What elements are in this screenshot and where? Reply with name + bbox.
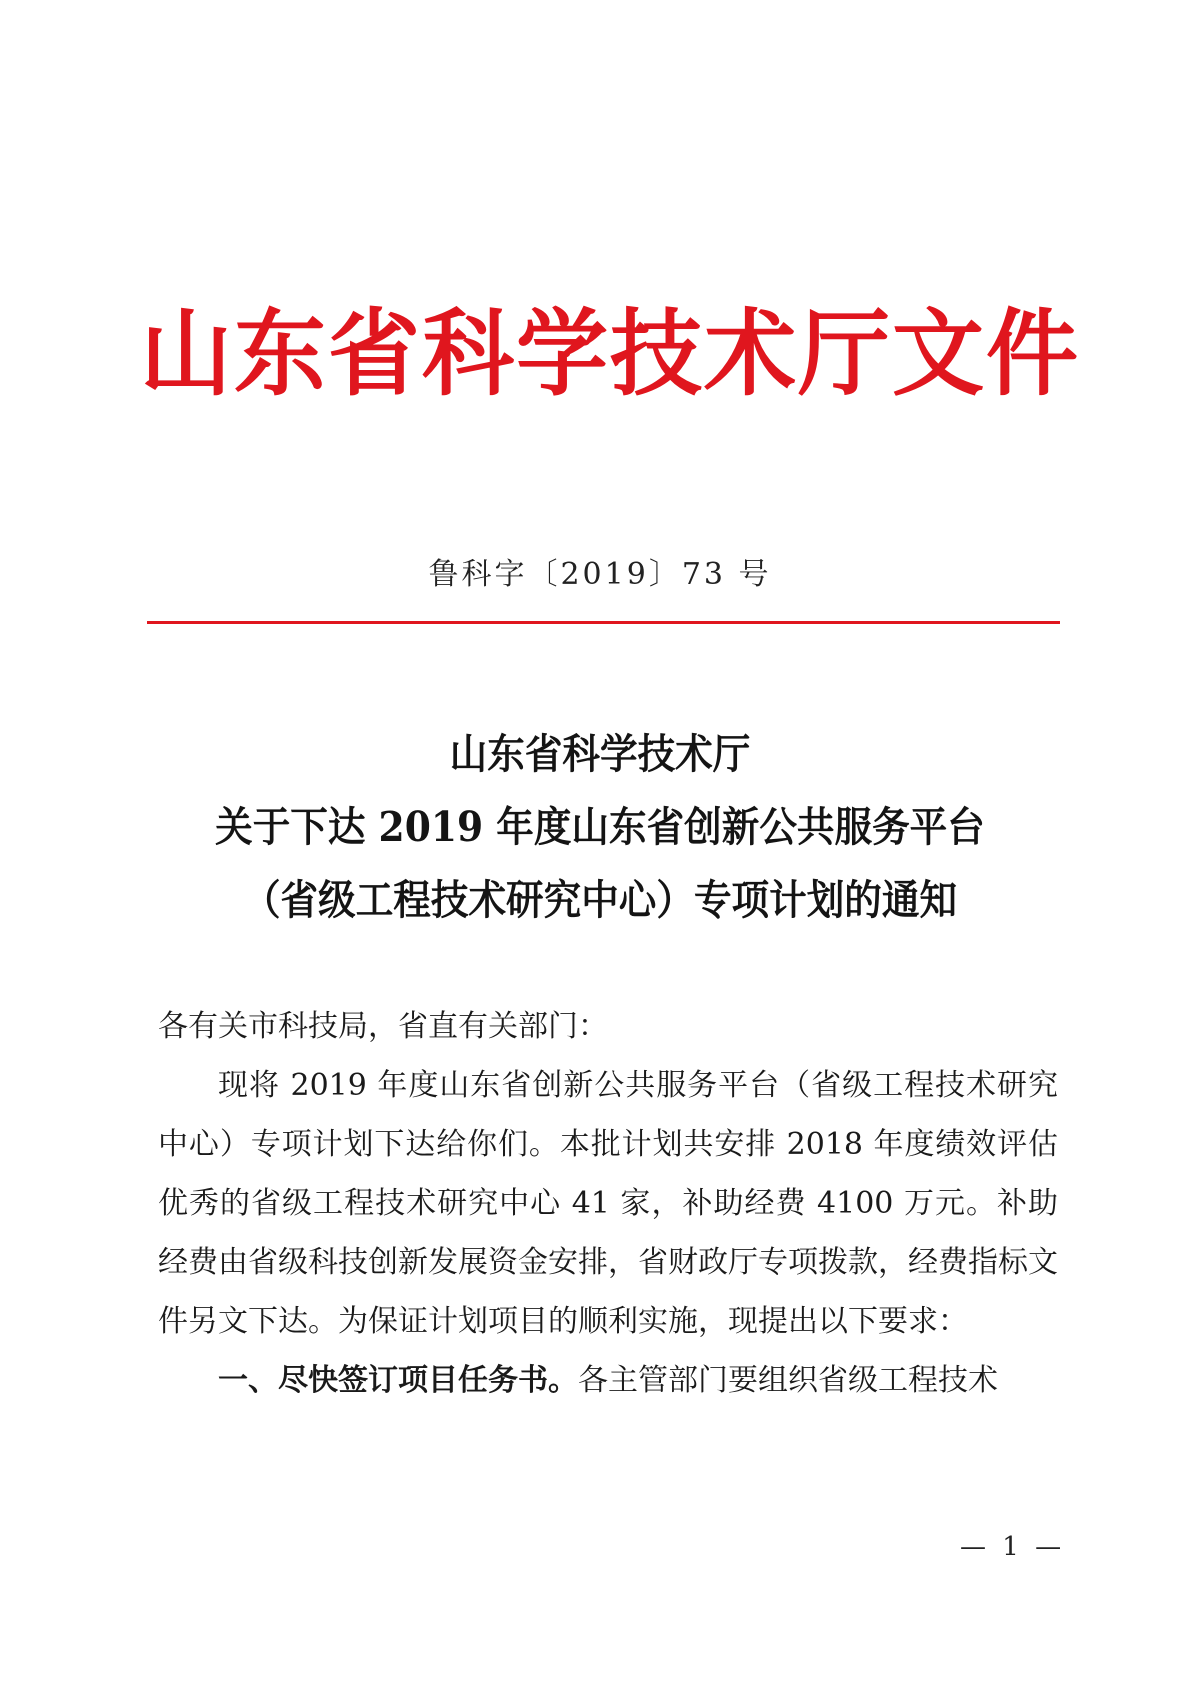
notice-title-line-3: （省级工程技术研究中心）专项计划的通知 — [242, 876, 958, 924]
red-divider-rule — [147, 621, 1060, 624]
notice-title-line-1: 山东省科学技术厅 — [449, 730, 751, 778]
document-number: 鲁科字〔2019〕73 号 — [428, 557, 772, 592]
section-1-heading: 一、尽快签订项目任务书。 — [218, 1363, 578, 1398]
body-paragraph-1: 现将 2019 年度山东省创新公共服务平台（省级工程技术研究中心）专项计划下达给你们。本批计划共安排 2018 年度绩效评估优秀的省级工程技术研究中心 41 家，补助经费 4100 万元。补助经费由省级科技创新发展资金安排，省财政厅专项拨款，经费指标文件另文下达。为保证计划项目的顺利实施，现提出以下要求： — [158, 1068, 1058, 1339]
notice-title — [0, 718, 1200, 937]
section-1-paragraph — [158, 1351, 1058, 1410]
notice-body — [158, 997, 1058, 1410]
addressee-line: 各有关市科技局，省直有关部门： — [158, 1009, 608, 1044]
document-header-title: 山东省科学技术厅文件 — [140, 300, 1081, 409]
section-1-text: 各主管部门要组织省级工程技术 — [578, 1363, 998, 1398]
page-number: — 1 — — [960, 1532, 1066, 1562]
notice-title-line-2: 关于下达 2019 年度山东省创新公共服务平台 — [215, 803, 985, 851]
